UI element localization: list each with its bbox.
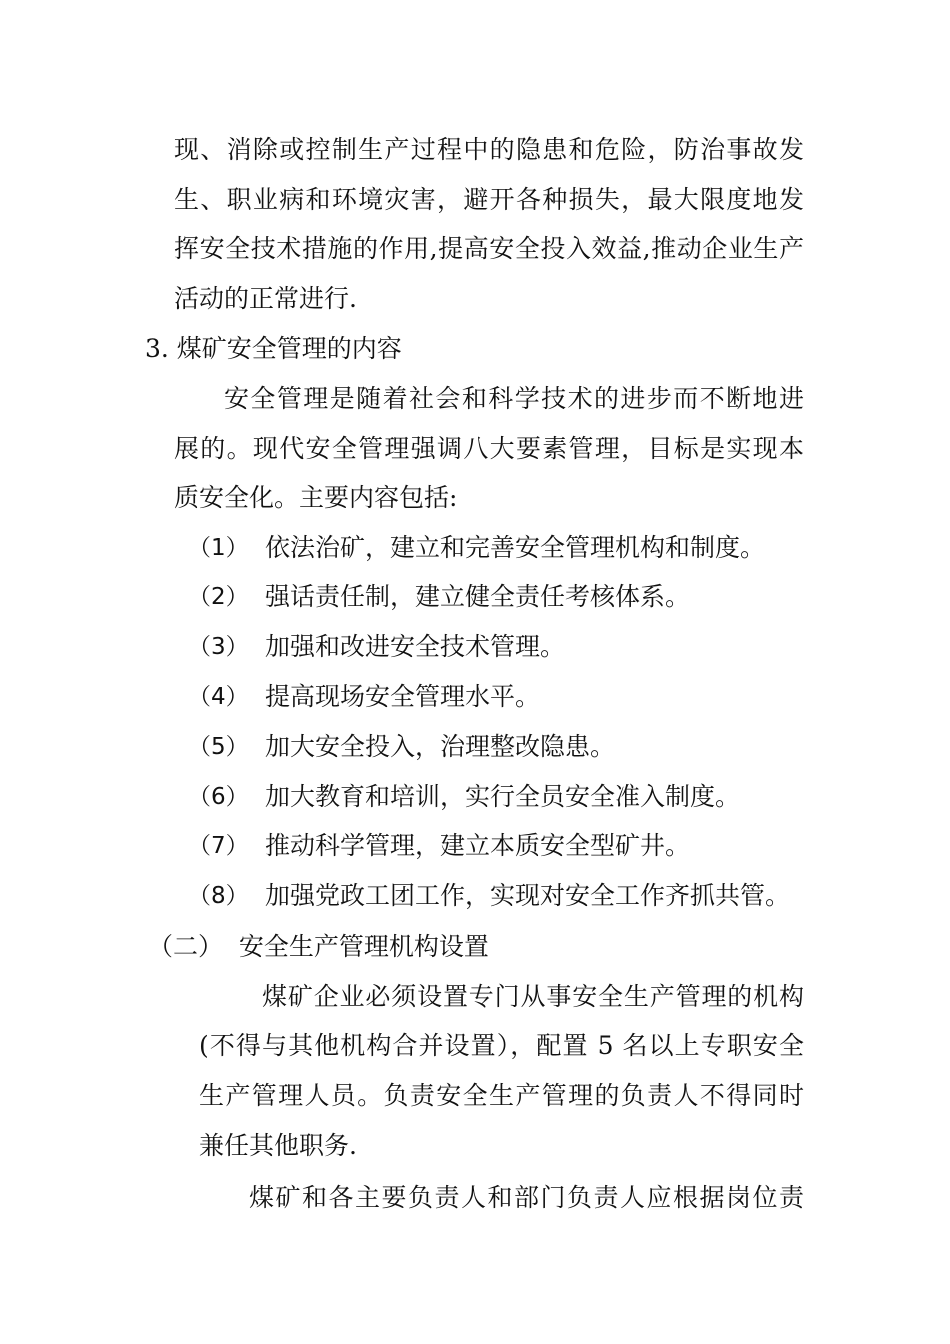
list-number: （1）: [188, 535, 249, 561]
list-text: 加大教育和培训，实行全员安全准入制度。: [265, 782, 741, 811]
list-text: 推动科学管理，建立本质安全型矿井。: [265, 831, 691, 860]
paragraph-line: 安全管理是随着社会和科学技术的进步而不断地进: [224, 384, 804, 413]
list-text: 加强和改进安全技术管理。: [265, 632, 566, 661]
paragraph-line: 现、消除或控制生产过程中的隐患和危险，防治事故发: [174, 135, 804, 164]
paragraph-line: 生产管理人员。负责安全生产管理的负责人不得同时: [199, 1081, 804, 1110]
list-text: 依法治矿，建立和完善安全管理机构和制度。: [265, 533, 766, 562]
paragraph-line: 煤矿和各主要负责人和部门负责人应根据岗位责: [249, 1183, 804, 1212]
list-number: （4）: [188, 684, 249, 710]
list-text: 提高现场安全管理水平。: [265, 682, 541, 711]
paragraph-line: 煤矿企业必须设置专门从事安全生产管理的机构: [262, 982, 804, 1011]
list-text: 强话责任制，建立健全责任考核体系。: [265, 582, 691, 611]
list-number: （2）: [188, 584, 249, 610]
list-number: （5）: [188, 734, 249, 760]
paragraph-line: (不得与其他机构合并设置），配置 5 名以上专职安全: [199, 1031, 804, 1060]
paragraph-line: 展的。现代安全管理强调八大要素管理，目标是实现本: [174, 434, 804, 463]
list-number: （3）: [188, 634, 249, 660]
list-text: 加强党政工团工作，实现对安全工作齐抓共管。: [265, 881, 791, 910]
paragraph-line: 质安全化。主要内容包括:: [174, 483, 458, 512]
list-text: 加大安全投入，治理整改隐患。: [265, 732, 616, 761]
list-number: （6）: [188, 784, 249, 810]
section-heading: （二） 安全生产管理机构设置: [148, 932, 489, 961]
paragraph-line: 生、职业病和环境灾害，避开各种损失，最大限度地发: [174, 185, 804, 214]
paragraph-line: 活动的正常进行.: [174, 284, 357, 313]
paragraph-line: 挥安全技术措施的作用,提高安全投入效益,推动企业生产: [174, 234, 804, 263]
list-number: （7）: [188, 833, 249, 859]
section-heading: 3. 煤矿安全管理的内容: [145, 334, 402, 363]
paragraph-line: 兼任其他职务.: [199, 1131, 357, 1160]
list-number: （8）: [188, 883, 249, 909]
